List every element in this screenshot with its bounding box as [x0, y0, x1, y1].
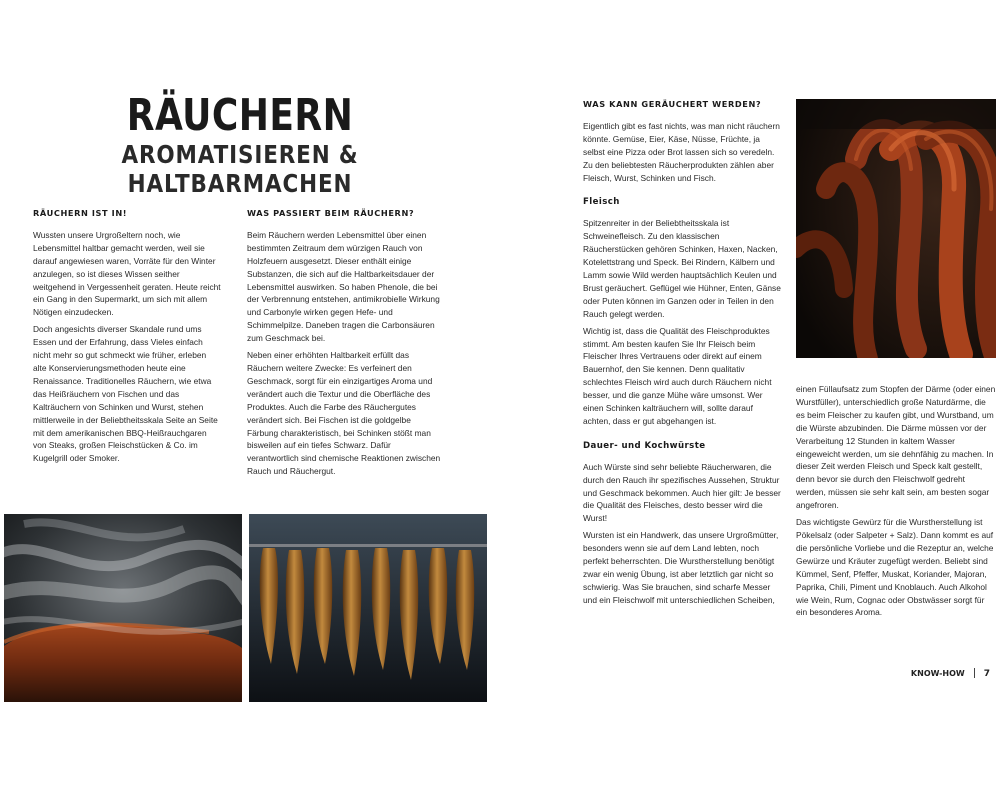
paragraph: Spitzenreiter in der Beliebtheitsskala ist Schweinefleisch. Zu den klassischen Räucherstücken gehören Schinken, Haxen, Nacken, Kotelettstrang und Speck. Bei Rindern, Kälbern und Lamm sowie Wild werden hauptsächlich Keulen und Brust geräuchert. Geflügel wie Hühner, Enten, Gänse oder Puten können im Ganzen oder in Teilen in den Rauch gelegt werden.: [583, 218, 781, 319]
paragraph: Wichtig ist, dass die Qualität des Fleischproduktes stimmt. Am besten kaufen Sie Ihr Fleisch beim Fleischer Ihres Vertrauens oder direkt auf einem Bauernhof, den Sie kennen. Denn qualitativ schlechtes Fleisch wird auch durch Räuchern nicht besser, und die ganze Mühe wäre umsonst. Wer einen Schinken kalträuchern will, sollte darauf achten, dass er gut abgehangen ist.: [583, 325, 772, 426]
page-subtitle: AROMATISIEREN & HALTBARMACHEN: [121, 140, 359, 198]
column-continued: [796, 383, 996, 623]
page-title: RÄUCHERN: [126, 90, 354, 141]
page-footer: [911, 668, 990, 679]
paragraph: Neben einer erhöhten Haltbarkeit erfüllt das Räuchern weitere Zwecke: Es verfeinert den Geschmack, sorgt für ein einzigartiges Aroma und verändert auch die Textur und die Oberfläche des Produktes. Auch die Farbe des Räuchergutes verändert sich. Bei Fischen ist die goldgelbe Färbung charakteristisch, bei Schinken stößt man bisweilen auf ein tiefes Schwarz. Dafür verantwortlich sind chemische Reaktionen zwischen Rauch und Räuchergut.: [247, 350, 441, 477]
paragraph: Wursten ist ein Handwerk, das unsere Urgroßmütter, besonders wenn sie auf dem Land lebten, noch perfekt beherrschten. Die Wurstherstellung benötigt zwar ein wenig Übung, ist aber letztlich gar nicht so schwierig. Was Sie brauchen, sind scharfe Messer und ein Fleischwolf mit unterschiedlichen Scheiben,: [583, 530, 779, 605]
column-was-kann-geraeuchert-werden: [583, 98, 781, 611]
page-number: 7: [983, 668, 990, 679]
subheading-wuerste: Dauer- und Kochwürste: [583, 440, 706, 451]
footer-separator: [974, 668, 975, 678]
paragraph: einen Füllaufsatz zum Stopfen der Därme (oder einen Wurstfüller), unterschiedlich große Naturdärme, die es beim Fleischer zu kaufen gibt, und Wurstband, um die Würste abzubinden. Die Därme müssen vor der Verarbeitung 12 Stunden in kaltem Wasser eingeweicht werden, um sie dehnfähig zu machen. In dieser Zeit werden Fleisch und Speck kalt gestellt, denn bevor sie durch den Fleischwolf gedreht werden, müssen sie sehr kalt sein, am besten sogar angefroren.: [796, 384, 996, 511]
paragraph: Doch angesichts diverser Skandale rund ums Essen und der Erfahrung, dass Vieles einfach nicht mehr so gut schmeckt wie früher, erleben alte Konservierungsmethoden heute eine Renaissance. Traditionelles Räuchern, wie etwa das Heißräuchern von Fischen und das Kalträuchern von Schinken und Wurst, stehen mittlerweile in der Beliebtheitsskala Seite an Seite mit dem amerikanischen BBQ-Heißrauchgaren von Steaks, großen Fleischstücken & Co. im Kugelgrill oder Smoker.: [33, 324, 218, 464]
section-heading: RÄUCHERN IST IN!: [33, 208, 128, 218]
paragraph: Beim Räuchern werden Lebensmittel über einen bestimmten Zeitraum dem würzigen Rauch von Holzfeuern ausgesetzt. Dieser enthält einige Substanzen, die sich auf die Haltbarkeitsdauer der Lebensmittel auswirken. So haben Phenole, die bei der Verbrennung entstehen, antimikrobielle Wirkung und Carbonyle wirken gegen Hefe- und Schimmelpilze. Daneben tragen die Carbonsäuren zum Geschmack bei.: [247, 229, 440, 344]
column-was-passiert: [247, 207, 443, 482]
paragraph: Wussten unsere Urgroßeltern noch, wie Lebensmittel haltbar gemacht werden, weil sie darauf angewiesen waren, Vorräte für den Winter anzulegen, so ist dieses Wissen seither weitgehend in Vergessenheit geraten. Heute reicht ein Gang in den Supermarkt, um sich mit allem Nötigen einzudecken.: [33, 229, 221, 318]
section-heading: WAS KANN GERÄUCHERT WERDEN?: [583, 99, 762, 109]
paragraph: Eigentlich gibt es fast nichts, was man nicht räuchern könnte. Gemüse, Eier, Käse, Nüsse, Früchte, ja selbst eine Pizza oder Brot lassen sich so veredeln. Zu den beliebtesten Räucherprodukten zählen aber Fleisch, Wurst, Schinken und Fisch.: [583, 120, 780, 183]
paragraph: Das wichtigste Gewürz für die Wurstherstellung ist Pökelsalz (oder Salpeter + Salz). Dann kommt es auf die persönliche Vorliebe und die Rezeptur an, welche Gewürze und Kräuter zugefügt werden. Beliebt sind Kümmel, Senf, Pfeffer, Muskat, Koriander, Majoran, Paprika, Chili, Piment und Knoblauch. Auch Alkohol wie Wein, Rum, Cognac oder Obstwässer sorgt für ein besonderes Aroma.: [796, 517, 994, 618]
column-raeuchern-ist-in: [33, 207, 221, 469]
section-heading: WAS PASSIERT BEIM RÄUCHERN?: [247, 208, 415, 218]
smoked-fish-photo: [249, 514, 487, 702]
subheading-fleisch: Fleisch: [583, 197, 620, 208]
paragraph: Auch Würste sind sehr beliebte Räucherwaren, die durch den Rauch ihr spezifisches Aussehen, Struktur und Geschmack bekommen. Auch hier gilt: Je besser die Qualität des Fleisches, desto besser wird die Wurst!: [583, 461, 781, 524]
smoked-sausages-photo: [796, 99, 996, 358]
section-label: KNOW-HOW: [910, 668, 965, 678]
smoking-meat-photo: [4, 514, 242, 702]
